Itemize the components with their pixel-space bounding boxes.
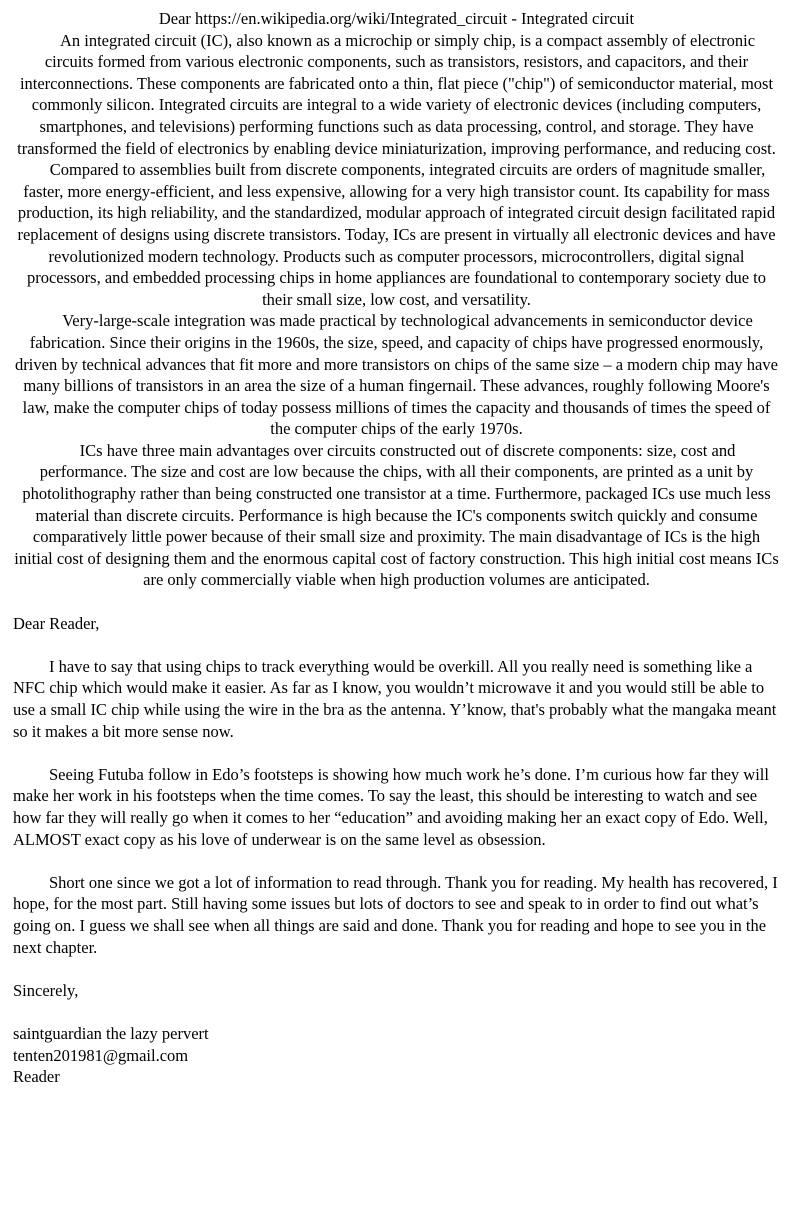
letter-section: [13, 613, 780, 1088]
signature-block: [13, 1023, 780, 1088]
letter-paragraph-3: Short one since we got a lot of information to read through. Thank you for reading. My health has recovered, I hope, for the most part. Still having some issues but lots of doctors to see and speak to in order to find out what’s going on. I guess we shall see when all things are said and done. Thank you for reading and hope to see you in the next chapter.: [13, 872, 778, 957]
article-paragraph-1: An integrated circuit (IC), also known as a microchip or simply chip, is a compact assembly of electronic circuits formed from various electronic components, such as transistors, resistors, and capacitors, and their interconnections. These components are fabricated onto a thin, flat piece ("chip") of semiconductor material, most commonly silicon. Integrated circuits are integral to a wide variety of electronic devices (including computers, smartphones, and televisions) performing functions such as data processing, control, and storage. They have transformed the field of electronics by enabling device miniaturization, improving performance, and reducing cost.: [17, 30, 776, 158]
signature-email: tenten201981@gmail.com: [13, 1045, 189, 1065]
article-paragraph-4: ICs have three main advantages over circuits constructed out of discrete components: size, cost and performance. The size and cost are low because the chips, with all their components, are printed as a unit by photolithography rather than being constructed one transistor at a time. Furthermore, packaged ICs use much less material than discrete circuits. Performance is high because the IC's components switch quickly and consume comparatively little power because of their small size and proximity. The main disadvantage of ICs is the high initial cost of designing them and the enormous capital cost of factory construction. This high initial cost means ICs are only commercially viable when high production volumes are anticipated.: [14, 440, 779, 590]
letter-paragraph-2: Seeing Futuba follow in Edo’s footsteps is showing how much work he’s done. I’m curious how far they will make her work in his footsteps when the time comes. To say the least, this should be interesting to watch and see how far they will really go when it comes to her “education” and avoiding making her an exact copy of Edo. Well, ALMOST exact copy as his love of underwear is on the same level as obsession.: [13, 764, 769, 849]
signature-name: saintguardian the lazy pervert: [13, 1023, 209, 1043]
letter-greeting: Dear Reader,: [13, 613, 100, 633]
article-paragraph-2: Compared to assemblies built from discrete components, integrated circuits are orders of magnitude smaller, faster, more energy-efficient, and less expensive, allowing for a very high transistor count. Its capability for mass production, its high reliability, and the standardized, modular approach of integrated circuit design facilitated rapid replacement of designs using discrete transistors. Today, ICs are present in virtually all electronic devices and have revolutionized modern technology. Products such as computer processors, microcontrollers, digital signal processors, and embedded processing chips in home appliances are foundational to contemporary society due to their small size, low cost, and versatility.: [17, 160, 776, 309]
letter-closing: Sincerely,: [13, 980, 79, 1000]
article-paragraph-3: Very-large-scale integration was made practical by technological advancements in semiconductor device fabrication. Since their origins in the 1960s, the size, speed, and capacity of chips have progressed enormously, driven by technical advances that fit more and more transistors on chips of the same size – a modern chip may have many billions of transistors in an area the size of a human fingernail. These advances, roughly following Moore's law, make the computer chips of today possess millions of times the capacity and thousands of times the speed of the computer chips of the early 1970s.: [15, 311, 778, 439]
letter-paragraph-1: I have to say that using chips to track everything would be overkill. All you really need is something like a NFC chip which would make it easier. As far as I know, you wouldn’t microwave it and you would still be able to use a small IC chip while using the wire in the bra as the antenna. Y’know, that's probably what the mangaka meant so it makes a bit more sense now.: [13, 656, 777, 741]
article-section: [13, 8, 780, 591]
signature-role: Reader: [13, 1067, 60, 1087]
document-title: Dear https://en.wikipedia.org/wiki/Integrated_circuit - Integrated circuit: [158, 9, 635, 28]
